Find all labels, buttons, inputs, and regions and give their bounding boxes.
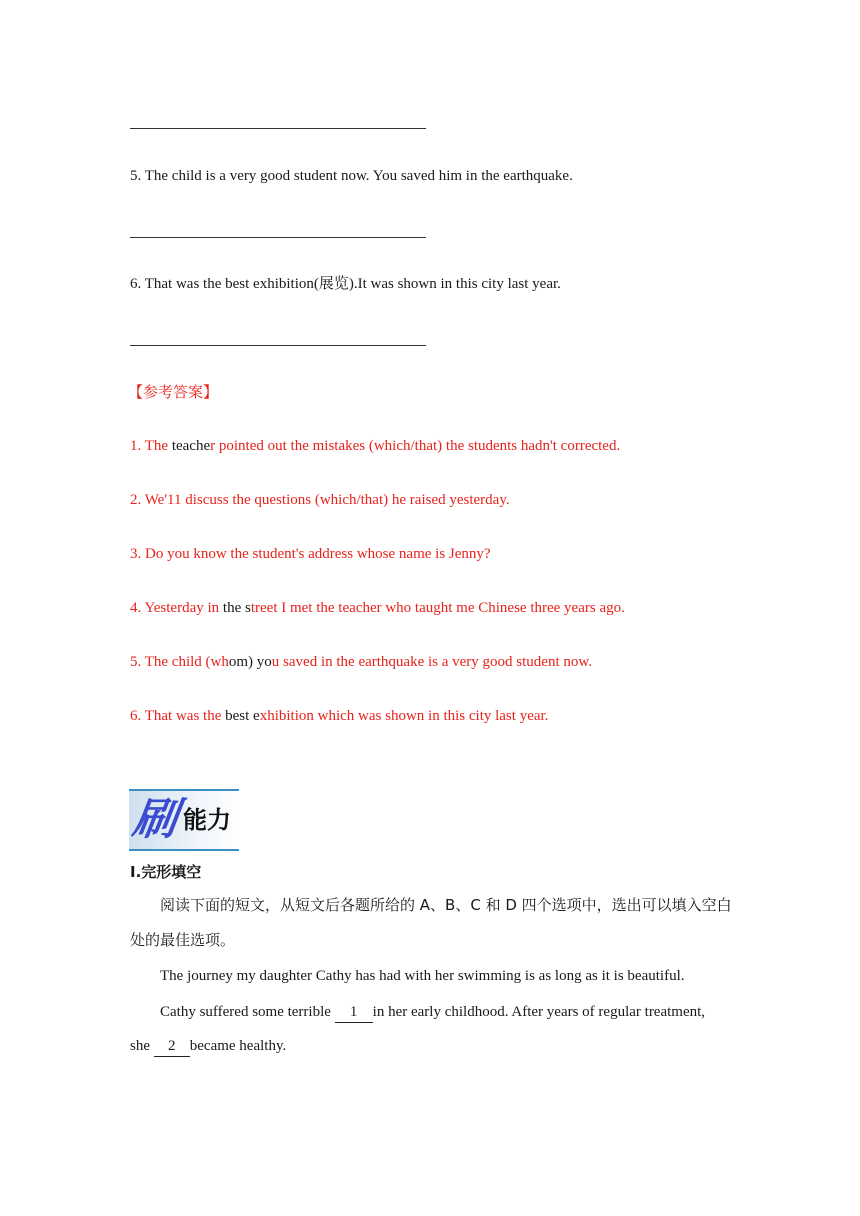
passage-paragraph-2-cont — [130, 1036, 286, 1057]
answer-line — [130, 237, 426, 238]
passage-text: she — [130, 1038, 154, 1054]
badge-brush-char: 刷 — [129, 794, 181, 845]
blank-1: 1 — [335, 1002, 373, 1023]
answer-text: 6. That was the — [130, 708, 226, 724]
passage-text: in her early childhood. After years of regular treatment, — [372, 1004, 706, 1020]
instruction-line-2: 处的最佳选项。 — [130, 931, 236, 949]
answer-text: u saved in the earthquake is a very good student now. — [271, 654, 592, 670]
answer-text: om) yo — [228, 654, 272, 670]
question-5: 5. The child is a very good student now. You saved him in the earthquake. — [130, 168, 573, 184]
section-title: I.完形填空 — [130, 863, 202, 881]
answer-5 — [130, 652, 592, 672]
answer-text: the s — [222, 600, 251, 616]
passage-text: Cathy suffered some terrible — [160, 1004, 335, 1020]
answer-6 — [130, 706, 548, 726]
answer-4 — [130, 598, 625, 618]
ability-badge — [129, 789, 239, 851]
answer-text: xhibition which was shown in this city last year. — [259, 708, 549, 724]
passage-paragraph-1: The journey my daughter Cathy has had with her swimming is as long as it is beautiful. — [160, 968, 685, 984]
answer-text: treet I met the teacher who taught me Chinese three years ago. — [250, 600, 625, 616]
passage-paragraph-2 — [160, 1002, 705, 1023]
answer-text: 1. The — [130, 438, 172, 454]
answer-text: 4. Yesterday in — [130, 600, 223, 616]
answer-2: 2. We'11 discuss the questions (which/that) he raised yesterday. — [130, 492, 510, 508]
badge-word: 能力 — [183, 806, 231, 834]
answer-1 — [130, 436, 620, 456]
answer-line — [130, 128, 426, 129]
answer-text: r pointed out the mistakes (which/that) the students hadn't corrected. — [210, 438, 621, 454]
answer-text: teache — [171, 438, 211, 454]
answer-text: best e — [225, 708, 260, 724]
answer-line — [130, 345, 426, 346]
answer-3: 3. Do you know the student's address whose name is Jenny? — [130, 546, 491, 562]
instruction-line-1: 阅读下面的短文，从短文后各题所给的 A、B、C 和 D 四个选项中，选出可以填入空白 — [160, 896, 732, 914]
answer-text: 5. The child (wh — [130, 654, 229, 670]
passage-text: became healthy. — [189, 1038, 287, 1054]
answers-heading: 【参考答案】 — [128, 383, 219, 401]
question-6: 6. That was the best exhibition(展览).It was shown in this city last year. — [130, 276, 561, 292]
blank-2: 2 — [154, 1036, 190, 1057]
